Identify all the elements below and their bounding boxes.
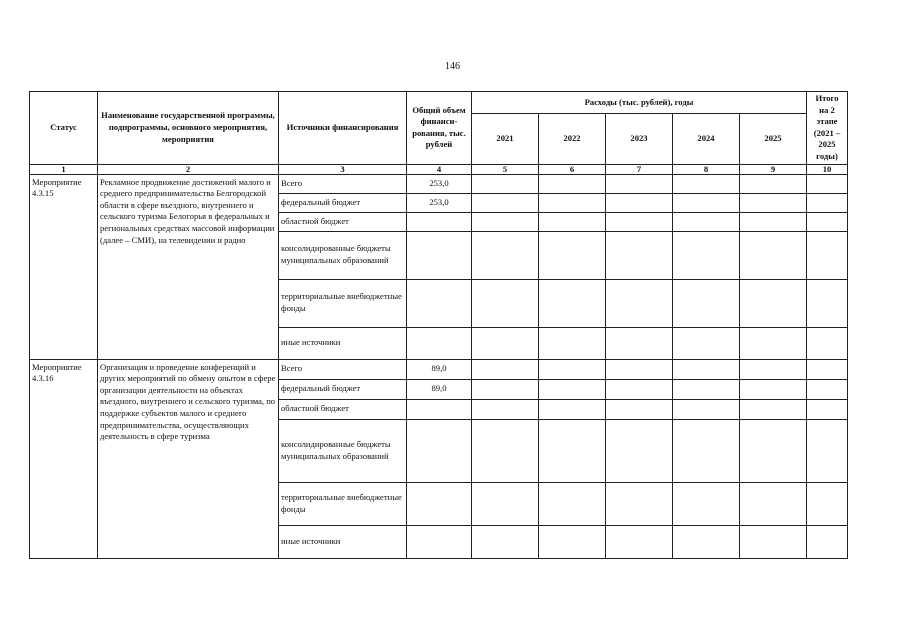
funding-total — [407, 327, 472, 359]
stage-total-cell — [807, 212, 848, 231]
year-cell — [673, 525, 740, 558]
funding-source: консолидированные бюджеты муниципальных образований — [279, 419, 407, 482]
header-row-top — [30, 92, 848, 114]
column-number: 6 — [539, 164, 606, 174]
year-cell — [606, 174, 673, 193]
funding-source: федеральный бюджет — [279, 379, 407, 399]
year-cell — [606, 327, 673, 359]
header-year: 2022 — [539, 114, 606, 164]
funding-total — [407, 231, 472, 279]
column-number: 10 — [807, 164, 848, 174]
year-cell — [539, 231, 606, 279]
year-cell — [606, 399, 673, 419]
stage-total-cell — [807, 482, 848, 525]
year-cell — [740, 525, 807, 558]
year-cell — [539, 193, 606, 212]
column-number: 1 — [30, 164, 98, 174]
year-cell — [472, 379, 539, 399]
year-cell — [606, 525, 673, 558]
funding-source: территориальные внебюджетные фонды — [279, 482, 407, 525]
funding-source: иные источники — [279, 525, 407, 558]
header-total: Общий объем финанси-рования, тыс. рублей — [407, 92, 472, 165]
funding-total — [407, 212, 472, 231]
stage-total-cell — [807, 231, 848, 279]
year-cell — [606, 231, 673, 279]
funding-total — [407, 279, 472, 327]
year-cell — [740, 193, 807, 212]
year-cell — [472, 193, 539, 212]
funding-total — [407, 482, 472, 525]
year-cell — [673, 482, 740, 525]
year-cell — [673, 212, 740, 231]
funding-total: 89,0 — [407, 359, 472, 379]
year-cell — [472, 174, 539, 193]
financing-table — [29, 91, 848, 559]
year-cell — [539, 419, 606, 482]
funding-source: областной бюджет — [279, 212, 407, 231]
header-year: 2021 — [472, 114, 539, 164]
year-cell — [472, 327, 539, 359]
year-cell — [606, 193, 673, 212]
activity-status: Мероприятие 4.3.16 — [30, 359, 98, 558]
year-cell — [673, 379, 740, 399]
funding-total: 253,0 — [407, 174, 472, 193]
year-cell — [740, 174, 807, 193]
funding-source: консолидированные бюджеты муниципальных образований — [279, 231, 407, 279]
header-stage-total: Итого на 2 этапе (2021 – 2025 годы) — [807, 92, 848, 165]
table-row — [30, 174, 848, 193]
year-cell — [606, 379, 673, 399]
activity-status: Мероприятие 4.3.15 — [30, 174, 98, 359]
year-cell — [472, 399, 539, 419]
header-name: Наименование государственной программы, подпрограммы, основного мероприятия, мероприятия — [98, 92, 279, 165]
year-cell — [472, 359, 539, 379]
year-cell — [673, 419, 740, 482]
stage-total-cell — [807, 525, 848, 558]
year-cell — [472, 482, 539, 525]
year-cell — [539, 279, 606, 327]
header-year: 2024 — [673, 114, 740, 164]
funding-source: Всего — [279, 174, 407, 193]
year-cell — [673, 327, 740, 359]
funding-source: территориальные внебюджетные фонды — [279, 279, 407, 327]
funding-source: иные источники — [279, 327, 407, 359]
year-cell — [673, 359, 740, 379]
table-row — [30, 359, 848, 379]
header-sources: Источники финансирования — [279, 92, 407, 165]
page-number: 146 — [445, 61, 460, 72]
year-cell — [740, 359, 807, 379]
year-cell — [606, 419, 673, 482]
year-cell — [740, 279, 807, 327]
year-cell — [606, 212, 673, 231]
year-cell — [539, 359, 606, 379]
year-cell — [740, 212, 807, 231]
year-cell — [740, 327, 807, 359]
year-cell — [673, 193, 740, 212]
year-cell — [740, 379, 807, 399]
stage-total-cell — [807, 327, 848, 359]
funding-total — [407, 525, 472, 558]
column-number: 9 — [740, 164, 807, 174]
year-cell — [539, 379, 606, 399]
funding-total — [407, 399, 472, 419]
column-number: 4 — [407, 164, 472, 174]
year-cell — [539, 174, 606, 193]
funding-source: федеральный бюджет — [279, 193, 407, 212]
stage-total-cell — [807, 174, 848, 193]
year-cell — [539, 212, 606, 231]
year-cell — [472, 525, 539, 558]
stage-total-cell — [807, 399, 848, 419]
column-number: 2 — [98, 164, 279, 174]
year-cell — [539, 482, 606, 525]
activity-name: Рекламное продвижение достижений малого и среднего предпринимательства Белгородской области в сфере въездного, внутреннего и сельского туризма Белогорья в федеральных и региональных средствах массовой информации (далее – СМИ), на телевидении и радио — [98, 174, 279, 359]
header-year: 2023 — [606, 114, 673, 164]
column-number: 5 — [472, 164, 539, 174]
header-year: 2025 — [740, 114, 807, 164]
stage-total-cell — [807, 419, 848, 482]
column-numbers-row — [30, 164, 848, 174]
stage-total-cell — [807, 193, 848, 212]
year-cell — [673, 279, 740, 327]
year-cell — [606, 279, 673, 327]
year-cell — [673, 231, 740, 279]
stage-total-cell — [807, 379, 848, 399]
year-cell — [539, 525, 606, 558]
year-cell — [472, 212, 539, 231]
stage-total-cell — [807, 359, 848, 379]
year-cell — [606, 359, 673, 379]
stage-total-cell — [807, 279, 848, 327]
column-number: 8 — [673, 164, 740, 174]
funding-source: областной бюджет — [279, 399, 407, 419]
column-number: 7 — [606, 164, 673, 174]
year-cell — [472, 231, 539, 279]
funding-total — [407, 419, 472, 482]
year-cell — [740, 231, 807, 279]
year-cell — [539, 399, 606, 419]
funding-source: Всего — [279, 359, 407, 379]
year-cell — [740, 419, 807, 482]
header-expenses: Расходы (тыс. рублей), годы — [472, 92, 807, 114]
year-cell — [673, 399, 740, 419]
funding-total: 89,0 — [407, 379, 472, 399]
funding-total: 253,0 — [407, 193, 472, 212]
year-cell — [539, 327, 606, 359]
activity-name: Организация и проведение конференций и других мероприятий по обмену опытом в сфере организации деятельности на объектах въездного, внутреннего и сельского туризма, по поддержке субъектов малого и среднего предпринимательства, осуществляющих деятельность в сфере туризма — [98, 359, 279, 558]
year-cell — [673, 174, 740, 193]
year-cell — [740, 399, 807, 419]
year-cell — [472, 279, 539, 327]
year-cell — [606, 482, 673, 525]
year-cell — [472, 419, 539, 482]
header-status: Статус — [30, 92, 98, 165]
year-cell — [740, 482, 807, 525]
column-number: 3 — [279, 164, 407, 174]
